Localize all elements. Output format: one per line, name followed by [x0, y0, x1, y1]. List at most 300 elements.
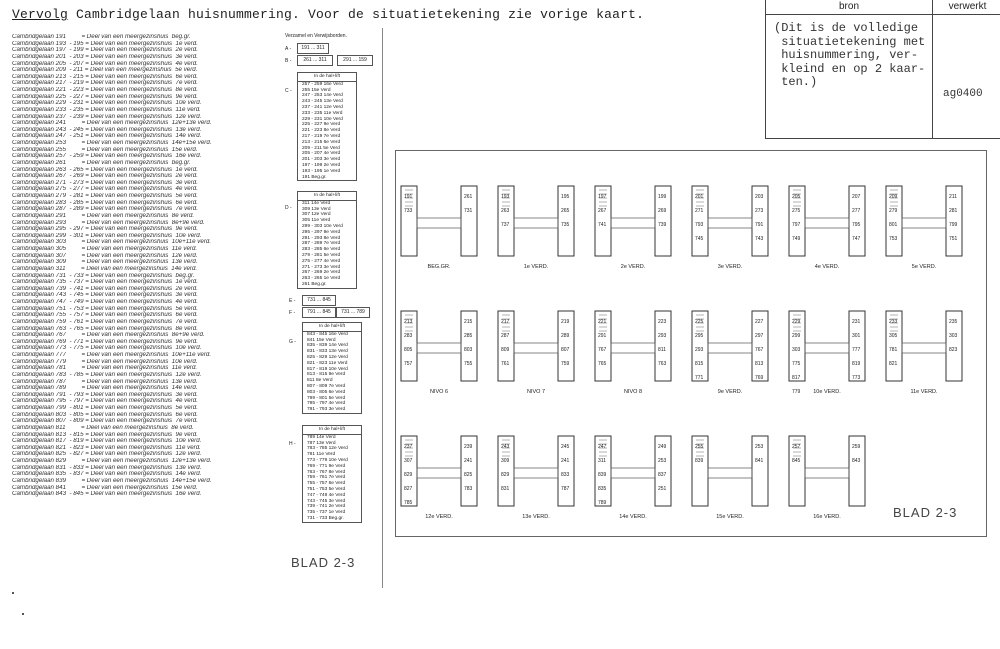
unit-number: 797: [792, 222, 801, 228]
floor-plan-12: [401, 436, 477, 520]
listing-line: Cambridgelaan 247 - 251 = Deel van een meergezinshuis 14e verd.: [12, 133, 202, 140]
listing-line: Cambridgelaan 817 - 819 = Deel van een meergezinshuis 10e verd.: [12, 438, 202, 445]
sign-table-row: 225 - 227 9e Verd: [302, 122, 341, 128]
listing-line: Cambridgelaan 747 - 749 = Deel van een meergezinshuis 4e verd.: [12, 299, 198, 305]
sign-table-row: 257 - 259 16e Verd: [302, 81, 343, 87]
unit-number: 829: [501, 472, 510, 478]
unit-number: 307: [404, 458, 413, 464]
listing-line: Cambridgelaan 731 - 733 = Deel van een meergezinshuis beg.gr.: [12, 272, 195, 279]
listing-line: Cambridgelaan 843 - 845 = Deel van een meergezinshuis 16e verd.: [12, 491, 202, 498]
unit-number: 277: [852, 208, 861, 214]
listing-line: Cambridgelaan 233 - 235 = Deel van een meergezinshuis 11e verd.: [12, 106, 201, 113]
unit-number: 839: [598, 472, 607, 478]
floor-plan-8: [595, 311, 671, 395]
floor-label: 14e VERD.: [619, 514, 647, 520]
unit-number: 253: [658, 458, 667, 464]
listing-line: Cambridgelaan 781 = Deel van een meergezinshuis 11e verd.: [12, 365, 198, 372]
listing-line: Cambridgelaan 237 - 239 = Deel van een meergezinshuis 12e verd.: [12, 113, 202, 120]
unit-number: 785: [404, 500, 413, 506]
listing-line: Cambridgelaan 205 - 207 = Deel van een meergezinshuis 4e verd.: [12, 60, 198, 67]
corridor: [417, 343, 461, 353]
sign-table-row: 233 - 235 11e Verd: [302, 110, 343, 116]
unit-number: 749: [792, 236, 801, 242]
corridor: [514, 468, 558, 478]
listing-line: Cambridgelaan 221 - 223 = Deel van een meergezinshuis 8e verd.: [12, 87, 198, 93]
unit-number: 225: [695, 319, 704, 325]
listing-line: Cambridgelaan 267 - 269 = Deel van een meergezinshuis 2e verd.: [12, 173, 198, 180]
sign-g-label: G -: [289, 339, 296, 345]
corridor: [514, 343, 558, 353]
unit-number: 245: [561, 444, 570, 450]
sign-table-row: 787 13e Verd: [307, 440, 336, 446]
source-note: (Dit is de volledige situatietekening met huisnummering, ver- kleind en op 2 kaar- ten.): [774, 21, 926, 89]
unit-number: 835: [598, 486, 607, 492]
sign-table-row: 197 - 199 2e Verd: [302, 162, 341, 168]
listing-line: Cambridgelaan 807 - 809 = Deel van een meergezinshuis 7e verd.: [12, 418, 198, 425]
listing-line: Cambridgelaan 275 - 277 = Deel van een meergezinshuis 4e verd.: [12, 186, 198, 193]
sign-table-row: 821 - 823 11e Verd: [307, 360, 348, 366]
unit-number: 297: [755, 333, 764, 339]
sign-table-row: 217 - 219 7e Verd: [302, 133, 341, 139]
sign-table-row: 291 - 293 8e Verd: [302, 235, 341, 241]
floor-label: 15e VERD.: [716, 514, 744, 520]
unit-number: 229: [792, 319, 801, 325]
listing-line: Cambridgelaan 209 - 211 = Deel van een meergezinshuis 5e verd.: [12, 67, 198, 74]
unit-number: 813: [755, 361, 764, 367]
sign-table-row: 743 - 745 3e Verd: [307, 498, 346, 504]
sign-f-box-2: 731 ... 789: [336, 307, 370, 318]
blad-label-plan: BLAD 2-3: [893, 505, 958, 520]
sign-table-row: 807 - 809 7e Verd: [307, 383, 346, 389]
archive-code: ag0400: [943, 88, 983, 100]
unit-number: 205: [792, 194, 801, 200]
floor-plan-3: [692, 186, 768, 270]
sign-table-row: 243 - 245 13e Verd: [302, 99, 343, 105]
unit-number: 803: [464, 347, 473, 353]
sign-table-row: 831 - 833 13e Verd: [307, 349, 348, 355]
unit-number: 789: [598, 500, 607, 506]
sign-table-row: 247 - 253 14e Verd: [302, 93, 343, 99]
sign-table-row: 309 13e Verd: [302, 206, 331, 212]
unit-number: 197: [598, 194, 607, 200]
unit-number: 787: [561, 486, 570, 492]
sign-table-row: 299 - 303 10e Verd: [302, 223, 343, 229]
unit-number: 773: [852, 375, 861, 381]
listing-line: Cambridgelaan 225 - 227 = Deel van een meergezinshuis 9e verd.: [12, 93, 198, 100]
unit-number: 817: [792, 375, 801, 381]
listing-line: Cambridgelaan 841 = Deel van een meergezinshuis 15e verd.: [12, 484, 198, 491]
unit-number: 269: [658, 208, 667, 214]
unit-number: 299: [792, 333, 801, 339]
corridor: [611, 468, 655, 478]
unit-number: 769: [755, 375, 764, 381]
listing-line: Cambridgelaan 293 = Deel van een meergezinshuis 8e+9e verd.: [12, 219, 205, 226]
sign-table-row: 825 - 829 12e Verd: [307, 354, 348, 360]
listing-line: Cambridgelaan 303 = Deel van een meergezinshuis 10e+11e verd.: [12, 239, 212, 246]
sign-table-row: 307 12e Verd: [302, 212, 331, 218]
listing-line: Cambridgelaan 791 - 793 = Deel van een meergezinshuis 3e verd.: [12, 391, 198, 398]
listing-line: Cambridgelaan 283 - 285 = Deel van een meergezinshuis 6e verd.: [12, 199, 198, 206]
sign-table-row: 311 14e Verd: [302, 200, 331, 206]
floor-label: 10e VERD.: [813, 389, 841, 395]
sign-b-box-1: 261 ... 311: [297, 55, 333, 66]
sign-a-label: A -: [285, 46, 292, 52]
unit-number: 223: [658, 319, 667, 325]
unit-number: 751: [949, 236, 958, 242]
unit-number: 207: [852, 194, 861, 200]
unit-number: 747: [852, 236, 861, 242]
sign-table-row: 261 Beg.gr.: [302, 281, 327, 287]
unit-number: 279: [889, 208, 898, 214]
floor-label: NIVO 8: [623, 389, 643, 395]
floor-plan-13: [498, 436, 574, 520]
corridor: [611, 343, 655, 353]
signs-heading: Verzamel en Verwijsborden.: [285, 33, 347, 39]
sign-table-row: 275 - 277 4e Verd: [302, 258, 341, 264]
unit-number: 737: [501, 222, 510, 228]
unit-number: 781: [889, 347, 898, 353]
listing-line: Cambridgelaan 743 - 745 = Deel van een meergezinshuis 3e verd.: [12, 292, 198, 299]
unit-number: 303: [792, 347, 801, 353]
listing-line: Cambridgelaan 271 - 273 = Deel van een meergezinshuis 3e verd.: [12, 179, 198, 186]
listing-line: Cambridgelaan 835 - 837 = Deel van een meergezinshuis 14e verd.: [12, 471, 202, 478]
unit-number: 265: [561, 208, 570, 214]
sign-d-heading: In de hal+lift: [298, 192, 356, 201]
listing-line: Cambridgelaan 811 = Deel van een meergezinshuis 8e verd.: [12, 424, 194, 431]
sign-table-row: 841 15e Verd: [307, 337, 336, 343]
sign-table-row: 279 - 281 5e Verd: [302, 252, 341, 258]
floor-label: 4e VERD.: [814, 264, 840, 270]
listing-line: Cambridgelaan 789 = Deel van een meergezinshuis 14e verd.: [12, 385, 198, 392]
unit-number: 195: [561, 194, 570, 200]
sign-table-row: 229 - 231 10e Verd: [302, 116, 343, 122]
floor-plan-6: [401, 311, 477, 395]
sign-b-box-2: 291 ... 159: [337, 55, 373, 66]
unit-number: 823: [949, 347, 958, 353]
listing-line: Cambridgelaan 287 - 289 = Deel van een meergezinshuis 7e verd.: [12, 206, 198, 213]
sign-c-heading: In de hal+lift: [298, 73, 356, 82]
sign-table-row: 791 - 793 3e Verd: [307, 407, 346, 413]
unit-number: 311: [598, 458, 606, 464]
listing-line: Cambridgelaan 257 - 259 = Deel van een meergezinshuis 16e verd.: [12, 153, 202, 160]
floor-plan-2: [595, 186, 671, 270]
sign-g-table: [302, 322, 362, 414]
unit-number: 801: [889, 222, 898, 228]
sign-table-row: 739 - 741 2e Verd: [307, 504, 346, 510]
corridor: [708, 343, 752, 353]
sign-h-heading: In de hal+lift: [303, 426, 361, 435]
title-vervolg: Vervolg: [12, 7, 69, 22]
sign-table-row: 759 - 761 7e Verd: [307, 475, 346, 481]
verwerkt-heading: verwerkt: [932, 0, 1000, 15]
sign-a-box: 191 ... 311: [297, 43, 329, 54]
corridor: [902, 218, 946, 228]
unit-number: 777: [852, 347, 861, 353]
unit-number: 267: [598, 208, 607, 214]
unit-number: 845: [792, 458, 801, 464]
corridor: [417, 468, 461, 478]
floor-plan-4: [789, 186, 865, 270]
unit-number: 831: [501, 486, 510, 492]
sign-table-row: 193 - 195 1e Verd: [302, 168, 341, 174]
floor-label: 3e VERD.: [717, 264, 743, 270]
sign-c-label: C -: [285, 88, 292, 94]
corridor: [417, 218, 461, 228]
sign-table-row: 811 8e Verd: [307, 378, 333, 384]
unit-number: 247: [598, 444, 607, 450]
unit-number: 293: [658, 333, 667, 339]
unit-number: 819: [852, 361, 861, 367]
listing-line: Cambridgelaan 243 - 245 = Deel van een meergezinshuis 13e verd.: [12, 126, 202, 133]
sign-table-row: 201 - 203 3e Verd: [302, 157, 341, 163]
listing-line: Cambridgelaan 825 - 827 = Deel van een meergezinshuis 12e verd.: [12, 451, 202, 458]
unit-number: 841: [755, 458, 764, 464]
sign-f-label: F -: [289, 310, 296, 316]
sign-h-label: H -: [289, 441, 296, 447]
unit-number: 799: [949, 222, 958, 228]
listing-line: Cambridgelaan 751 - 753 = Deel van een meergezinshuis 5e verd.: [12, 305, 198, 312]
floor-plan-5: [886, 186, 962, 270]
unit-number: 201: [695, 194, 704, 200]
sign-table-row: 255 15e Verd: [302, 87, 331, 93]
sign-table-row: 799 - 801 5e Verd: [307, 395, 346, 401]
sign-c-table: [297, 72, 357, 181]
listing-line: Cambridgelaan 795 - 797 = Deel van een meergezinshuis 4e verd.: [12, 398, 198, 405]
unit-number: 783: [464, 486, 473, 492]
sign-table-row: 735 - 737 1e Verd: [307, 510, 346, 516]
sign-table-row: 763 - 767 8e Verd: [307, 469, 346, 475]
floor-label: 16e VERD.: [813, 514, 841, 520]
unit-number: 237: [404, 444, 413, 450]
listing-line: Cambridgelaan 829 = Deel van een meergezinshuis 12e+13e verd.: [12, 458, 212, 464]
listing-line: Cambridgelaan 229 - 231 = Deel van een meergezinshuis 10e verd.: [12, 100, 202, 107]
header-divider: [932, 14, 933, 138]
listing-line: Cambridgelaan 773 - 775 = Deel van een meergezinshuis 10e verd.: [12, 345, 202, 352]
sign-e-label: E -: [289, 298, 296, 304]
listing-line: Cambridgelaan 197 - 199 = Deel van een meergezinshuis 2e verd.: [12, 47, 198, 54]
sign-table-row: 817 - 819 10e Verd: [307, 366, 348, 372]
sign-table-row: 295 - 297 9e Verd: [302, 229, 341, 235]
unit-number: 285: [464, 333, 473, 339]
speck: [22, 613, 24, 615]
unit-number: 771: [695, 375, 704, 381]
unit-number: 301: [852, 333, 861, 339]
sign-table-row: 191 Beg.gr.: [302, 174, 327, 180]
unit-number: 733: [404, 208, 413, 214]
floor-plan-1: [498, 186, 574, 270]
listing-line: Cambridgelaan 739 - 741 = Deel van een meergezinshuis 2e verd.: [12, 285, 198, 292]
listing-line: Cambridgelaan 735 - 737 = Deel van een meergezinshuis 1e verd.: [12, 279, 198, 286]
sign-table-row: 751 - 753 5e Verd: [307, 486, 346, 492]
unit-number: 251: [658, 486, 667, 492]
unit-number: 305: [889, 333, 898, 339]
listing-line: Cambridgelaan 803 - 805 = Deel van een meergezinshuis 6e verd.: [12, 411, 198, 418]
listing-line: Cambridgelaan 783 - 785 = Deel van een meergezinshuis 12e verd.: [12, 371, 202, 378]
sign-table-row: 783 - 785 12e Verd: [307, 446, 348, 452]
unit-number: 775: [792, 361, 801, 367]
listing-line: Cambridgelaan 839 = Deel van een meergezinshuis 14e+15e verd.: [12, 477, 212, 484]
unit-number: 739: [658, 222, 667, 228]
unit-number: 215: [464, 319, 473, 325]
sign-b-label: B -: [285, 58, 292, 64]
unit-number: 811: [658, 347, 666, 353]
listing-line: Cambridgelaan 787 = Deel van een meergezinshuis 13e verd.: [12, 378, 198, 385]
unit-number: 203: [755, 194, 764, 200]
unit-number: 291: [598, 333, 607, 339]
unit-number: 257: [792, 444, 801, 450]
sign-d-label: D -: [285, 205, 292, 211]
sign-h-table: [302, 425, 362, 523]
unit-number: 833: [561, 472, 570, 478]
unit-number: 731: [464, 208, 473, 214]
listing-line: Cambridgelaan 193 - 195 = Deel van een meergezinshuis 1e verd.: [12, 40, 198, 47]
sign-table-row: 755 - 757 6e Verd: [307, 481, 346, 487]
sign-table-row: 789 14e Verd: [307, 434, 336, 440]
listing-line: Cambridgelaan 279 - 281 = Deel van een meergezinshuis 5e verd.: [12, 193, 198, 199]
listing-line: Cambridgelaan 779 = Deel van een meergezinshuis 10e verd.: [12, 358, 198, 365]
unit-number: 261: [464, 194, 473, 200]
unit-number: 241: [464, 458, 473, 464]
column-divider: [382, 28, 383, 588]
listing-line: Cambridgelaan 299 - 301 = Deel van een meergezinshuis 10e verd.: [12, 232, 202, 239]
floor-label: 5e VERD.: [911, 264, 937, 270]
sign-table-row: 813 - 815 9e Verd: [307, 372, 346, 378]
unit-number: 795: [852, 222, 861, 228]
unit-number: 259: [852, 444, 861, 450]
speck: [12, 592, 14, 594]
unit-number: 763: [658, 361, 667, 367]
unit-number: 249: [658, 444, 667, 450]
floor-plan-15: [692, 436, 768, 520]
listing-line: Cambridgelaan 813 - 815 = Deel van een meergezinshuis 9e verd.: [12, 431, 198, 438]
unit-number: 745: [695, 236, 704, 242]
floor-plan-14: [595, 436, 671, 520]
floor-plan-16: [789, 436, 865, 520]
unit-number: 829: [404, 472, 413, 478]
floor-label: 13e VERD.: [522, 514, 550, 520]
floor-plan-7: [498, 311, 574, 395]
unit-number: 759: [561, 361, 570, 367]
unit-number: 791: [755, 222, 764, 228]
unit-number: 243: [501, 444, 510, 450]
listing-line: Cambridgelaan 763 - 765 = Deel van een meergezinshuis 8e verd.: [12, 325, 198, 332]
sign-table-row: 205 - 207 4e Verd: [302, 151, 341, 157]
listing-line: Cambridgelaan 311 = Deel van een meergezinshuis 14e verd.: [12, 265, 198, 272]
listing-line: Cambridgelaan 291 = Deel van een meergezinshuis 8e verd.: [12, 212, 195, 219]
sign-table-row: 769 - 771 9e Verd: [307, 463, 346, 469]
title-rest: Cambridgelaan huisnummering. Voor de situatietekening zie vorige kaart.: [68, 7, 645, 22]
unit-number: 821: [889, 361, 898, 367]
unit-number: 235: [949, 319, 958, 325]
unit-number: 193: [501, 194, 510, 200]
unit-number: 271: [695, 208, 704, 214]
sign-table-row: 731 - 733 Beg.gr.: [307, 515, 344, 521]
listing-line: Cambridgelaan 769 - 771 = Deel van een meergezinshuis 9e verd.: [12, 338, 198, 345]
unit-number: 281: [949, 208, 958, 214]
listing-line: Cambridgelaan 309 = Deel van een meergezinshuis 13e verd.: [12, 259, 198, 266]
listing-line: Cambridgelaan 261 = Deel van een meergezinshuis beg.gr.: [12, 159, 191, 166]
unit-number: 255: [695, 444, 704, 450]
sign-table-row: 835 - 839 14e Verd: [307, 343, 348, 349]
listing-line: Cambridgelaan 759 - 761 = Deel van een meergezinshuis 7e verd.: [12, 318, 198, 325]
unit-number: 275: [792, 208, 801, 214]
floor-plan-9: [692, 311, 768, 395]
sign-table-row: 747 - 749 4e Verd: [307, 492, 346, 498]
listing-line: Cambridgelaan 191 = Deel van een meergezinshuis beg.gr.: [12, 34, 191, 40]
listing-line: Cambridgelaan 831 - 833 = Deel van een meergezinshuis 13e verd.: [12, 464, 202, 471]
unit-number: 213: [404, 319, 413, 325]
unit-number: 295: [695, 333, 704, 339]
unit-number: 757: [404, 361, 413, 367]
sign-table-row: 267 - 269 2e Verd: [302, 270, 341, 276]
unit-number: 765: [598, 361, 607, 367]
unit-number: 755: [464, 361, 473, 367]
floor-label: 9e VERD.: [717, 389, 743, 395]
sign-table-row: 773 - 779 10e Verd: [307, 457, 348, 463]
sign-table-row: 271 - 273 3e Verd: [302, 264, 341, 270]
unit-number: 309: [501, 458, 510, 464]
listing-line: Cambridgelaan 201 - 203 = Deel van een meergezinshuis 3e verd.: [12, 53, 198, 60]
corridor: [611, 218, 655, 228]
floor-label: NIVO 7: [526, 389, 546, 395]
sign-table-row: 803 - 805 6e Verd: [307, 389, 346, 395]
floor-label: 12e VERD.: [425, 514, 453, 520]
sign-table-row: 263 - 265 1e Verd: [302, 276, 341, 282]
listing-line: Cambridgelaan 241 = Deel van een meergezinshuis 12e+13e verd.: [12, 120, 212, 127]
floor-plan-drawing: [396, 151, 986, 536]
corridor: [805, 343, 849, 353]
sign-g-heading: In de hal+lift: [303, 323, 361, 332]
sign-table-row: 781 11e Verd: [307, 452, 336, 458]
listing-line: Cambridgelaan 821 - 823 = Deel van een meergezinshuis 11e verd.: [12, 444, 201, 451]
floor-plan-0: [401, 186, 477, 270]
floor-plan-11: [886, 311, 962, 395]
unit-number: 793: [695, 222, 704, 228]
corridor: [805, 468, 849, 478]
unit-number: 807: [561, 347, 570, 353]
unit-number: 221: [598, 319, 607, 325]
listing-line: Cambridgelaan 253 = Deel van een meergezinshuis 14e+15e verd.: [12, 140, 212, 146]
floor-label: BEG.GR.: [427, 264, 451, 270]
unit-number: 289: [561, 333, 570, 339]
unit-number: 217: [501, 319, 510, 325]
listing-line: Cambridgelaan 767 = Deel van een meergezinshuis 8e+9e verd.: [12, 332, 205, 339]
corridor: [708, 468, 752, 478]
listing-line: Cambridgelaan 217 - 219 = Deel van een meergezinshuis 7e verd.: [12, 80, 198, 87]
sign-table-row: 283 - 285 6e Verd: [302, 247, 341, 253]
floor-label: 2e VERD.: [620, 264, 646, 270]
unit-number: 837: [658, 472, 667, 478]
sign-table-row: 221 - 223 8e Verd: [302, 128, 341, 134]
sign-table-row: 305 11e Verd: [302, 218, 331, 224]
unit-number: 227: [755, 319, 764, 325]
listing-line: Cambridgelaan 255 = Deel van een meergezinshuis 15e verd.: [12, 146, 198, 153]
corridor: [805, 218, 849, 228]
unit-number: 735: [561, 222, 570, 228]
listing-line: Cambridgelaan 307 = Deel van een meergezinshuis 12e verd.: [12, 252, 198, 259]
sign-table-row: 843 - 845 16e Verd: [307, 331, 348, 337]
unit-number: 287: [501, 333, 510, 339]
unit-number: 805: [404, 347, 413, 353]
sign-d-table: [297, 191, 357, 289]
unit-number: 293: [695, 347, 704, 353]
floor-plan-sheet: [395, 150, 987, 537]
listing-line: Cambridgelaan 213 - 215 = Deel van een meergezinshuis 6e verd.: [12, 73, 198, 80]
blad-label-middle: BLAD 2-3: [291, 555, 356, 570]
unit-number: 809: [501, 347, 510, 353]
unit-number: 233: [889, 319, 898, 325]
unit-number: 767: [598, 347, 607, 353]
